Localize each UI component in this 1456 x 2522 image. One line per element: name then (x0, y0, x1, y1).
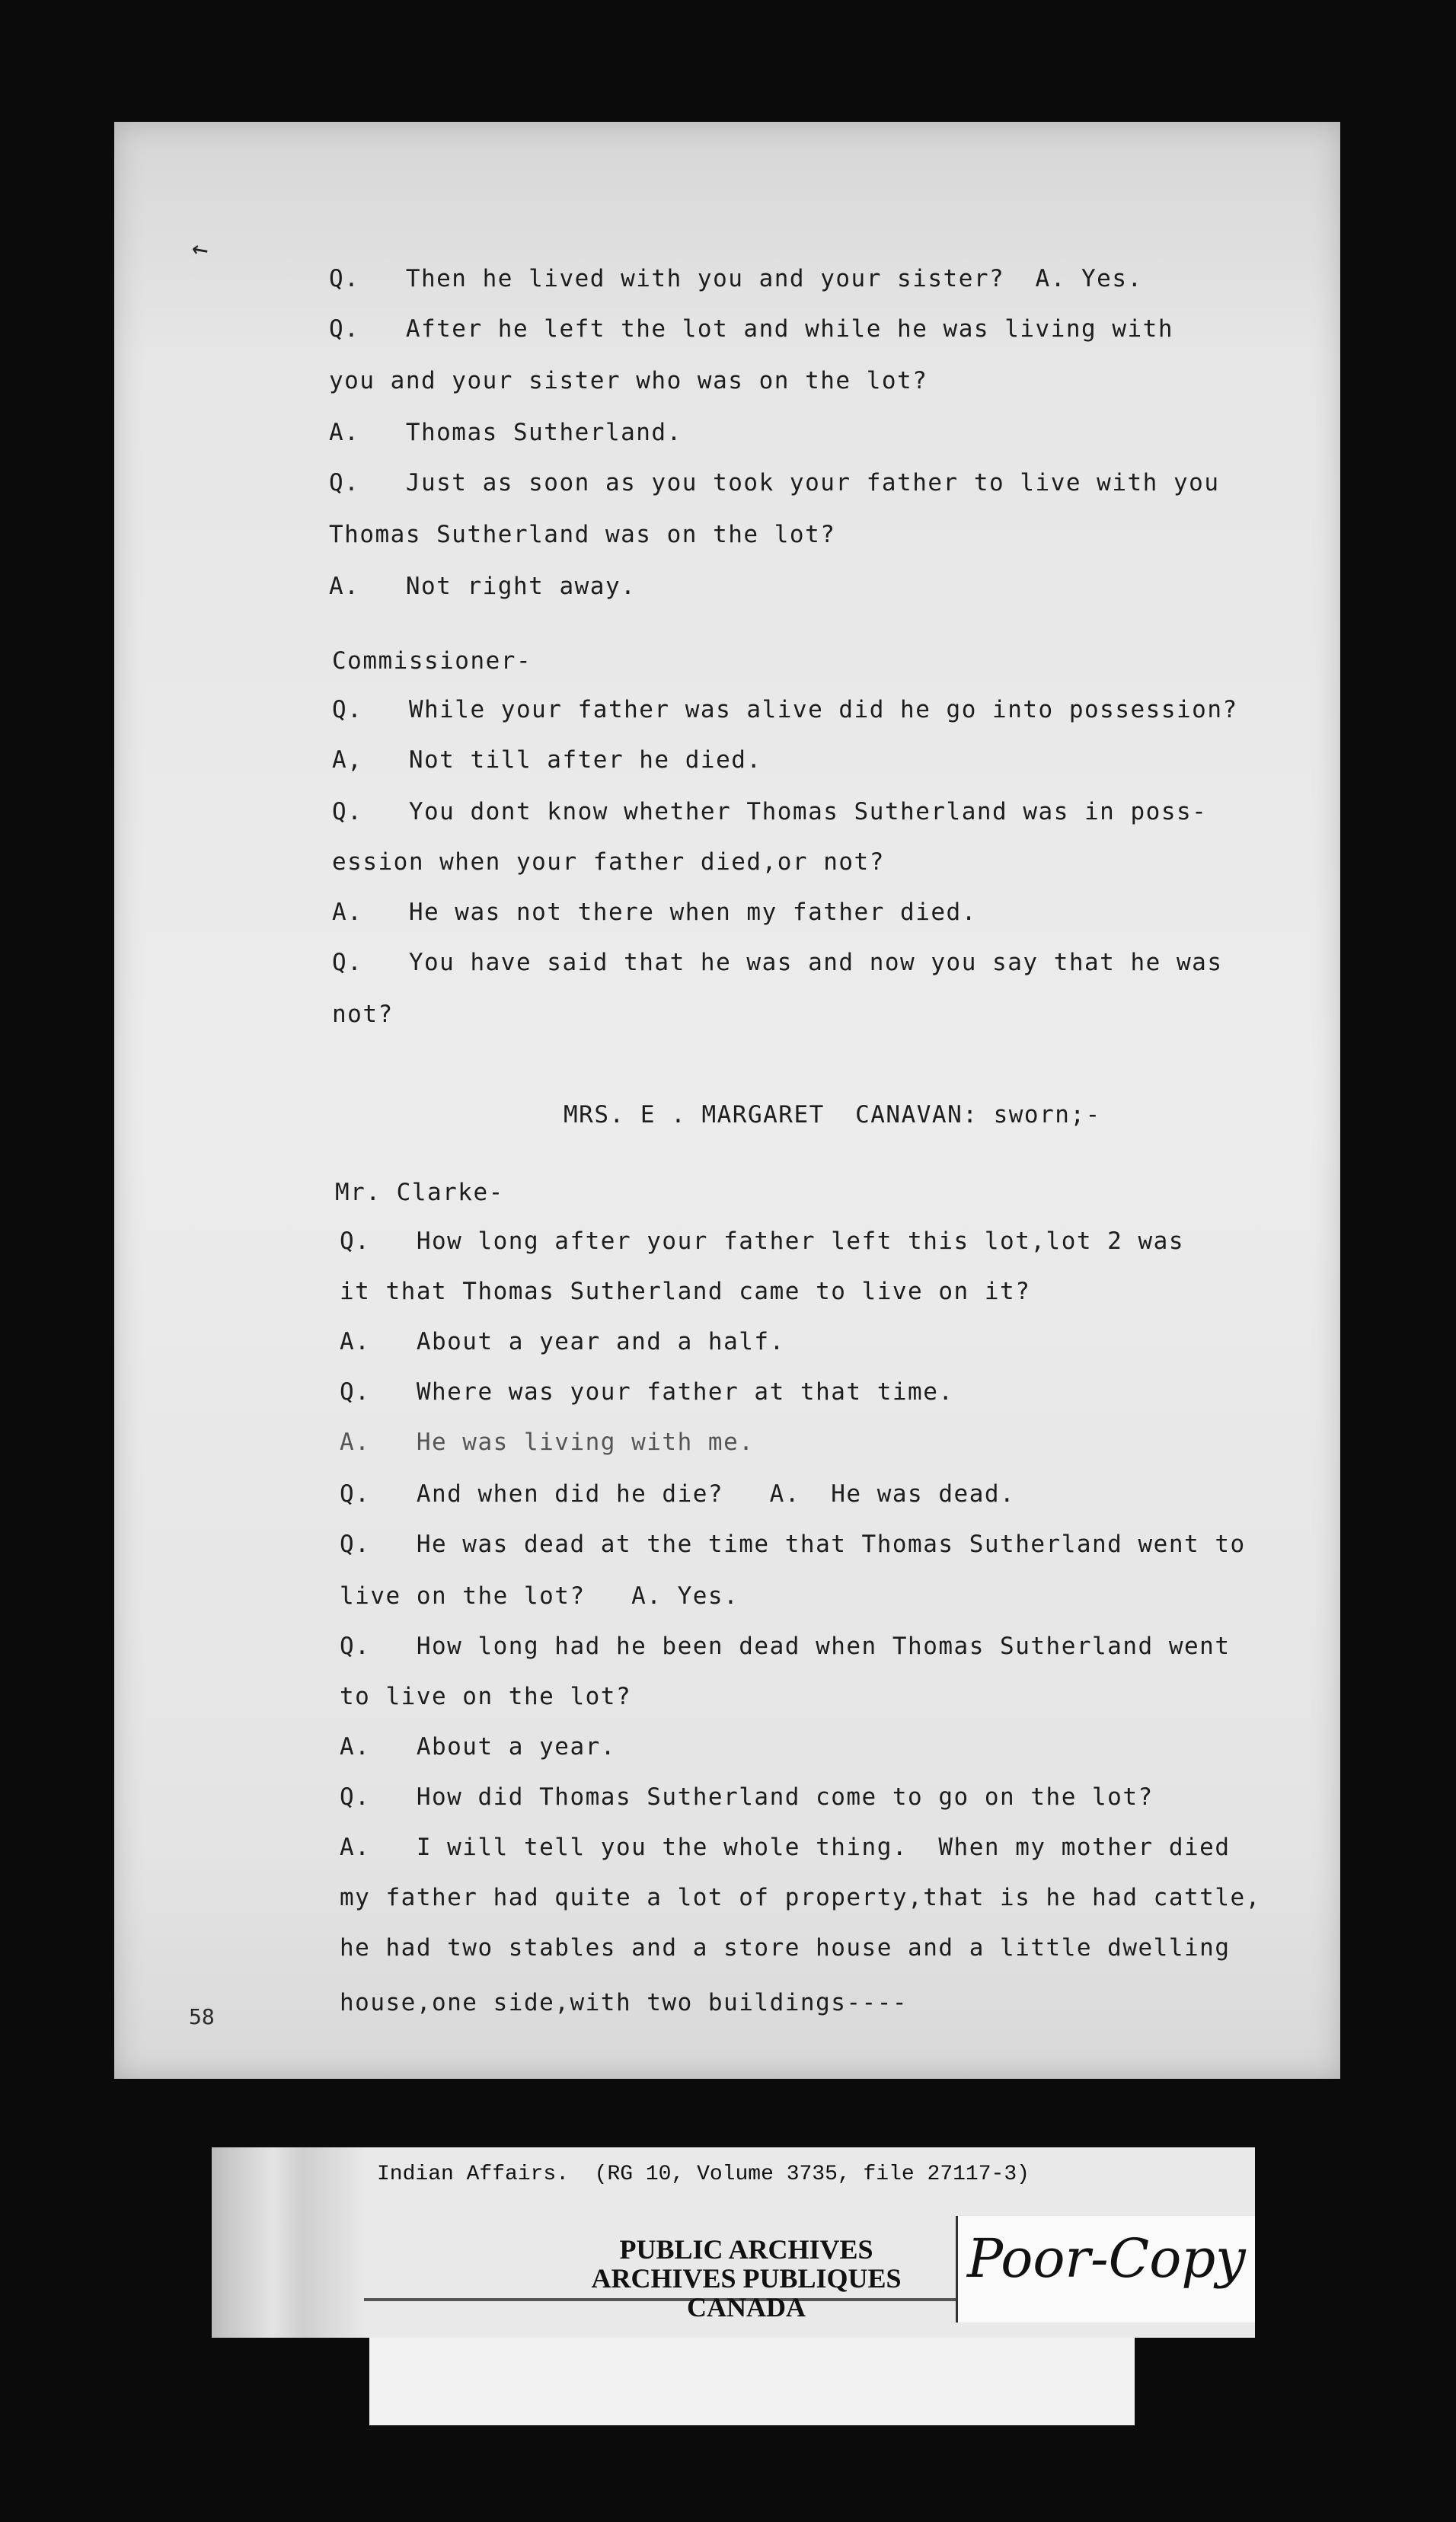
transcript-line: Q. While your father was alive did he go into possession? (332, 696, 1238, 723)
transcript-line: A. About a year. (340, 1733, 616, 1761)
transcript-line: A. Not right away. (329, 573, 637, 600)
transcript-line: to live on the lot? (340, 1683, 632, 1710)
transcript-line: Q. After he left the lot and while he was living with (329, 315, 1173, 343)
transcript-line: ession when your father died,or not? (332, 848, 885, 876)
transcript-line: A. He was living with me. (340, 1429, 755, 1456)
margin-mark: ↖ (183, 230, 215, 266)
transcript-line: you and your sister who was on the lot? (329, 367, 928, 394)
speaker-heading: Mr. Clarke- (335, 1179, 504, 1206)
transcript-line: Q. How did Thomas Sutherland come to go on the lot? (340, 1783, 1154, 1811)
transcript-line: Q. You have said that he was and now you say that he was (332, 949, 1223, 976)
transcript-line: A. About a year and a half. (340, 1328, 785, 1355)
archives-stamp (525, 2235, 967, 2322)
transcript-line: Q. Then he lived with you and your sister? A. Yes. (329, 265, 1143, 292)
transcript-line: Q. He was dead at the time that Thomas Sutherland went to (340, 1531, 1246, 1558)
transcript-line: house,one side,with two buildings---- (340, 1989, 908, 2016)
archives-line-en: PUBLIC ARCHIVES (619, 2234, 873, 2265)
transcript-line: Thomas Sutherland was on the lot? (329, 521, 836, 548)
archives-line-fr: ARCHIVES PUBLIQUES (591, 2263, 902, 2294)
transcript-line: A, Not till after he died. (332, 746, 762, 774)
strip-shadow (212, 2147, 364, 2338)
page-number: 58 (189, 2004, 215, 2029)
transcript-line: Q. You dont know whether Thomas Sutherland was in poss- (332, 798, 1208, 825)
speaker-heading: Commissioner- (332, 647, 532, 675)
archive-citation: Indian Affairs. (RG 10, Volume 3735, file 27117-3) (377, 2163, 1030, 2186)
transcript-line: not? (332, 1001, 394, 1028)
transcript-line: my father had quite a lot of property,that is he had cattle, (340, 1884, 1261, 1911)
transcript-line: he had two stables and a store house and a little dwelling (340, 1934, 1231, 1962)
archives-line-country: CANADA (687, 2292, 806, 2322)
label-blank-box (369, 2338, 1135, 2425)
transcript-line: live on the lot? A. Yes. (340, 1582, 739, 1610)
poor-copy-handwriting: Poor-Copy (967, 2227, 1246, 2290)
transcript-line: A. I will tell you the whole thing. When my mother died (340, 1834, 1231, 1861)
transcript-line: Q. And when did he die? A. He was dead. (340, 1480, 1016, 1508)
transcript-line: Q. How long after your father left this lot,lot 2 was (340, 1227, 1184, 1255)
witness-heading: MRS. E . MARGARET CANAVAN: sworn;- (564, 1101, 1101, 1129)
transcript-line: Q. Where was your father at that time. (340, 1378, 954, 1406)
transcript-line: it that Thomas Sutherland came to live on it? (340, 1278, 1031, 1305)
transcript-line: Q. Just as soon as you took your father to live with you (329, 469, 1220, 496)
transcript-line: Q. How long had he been dead when Thomas Sutherland went (340, 1633, 1231, 1660)
transcript-line: A. Thomas Sutherland. (329, 419, 682, 446)
transcript-line: A. He was not there when my father died. (332, 899, 977, 926)
